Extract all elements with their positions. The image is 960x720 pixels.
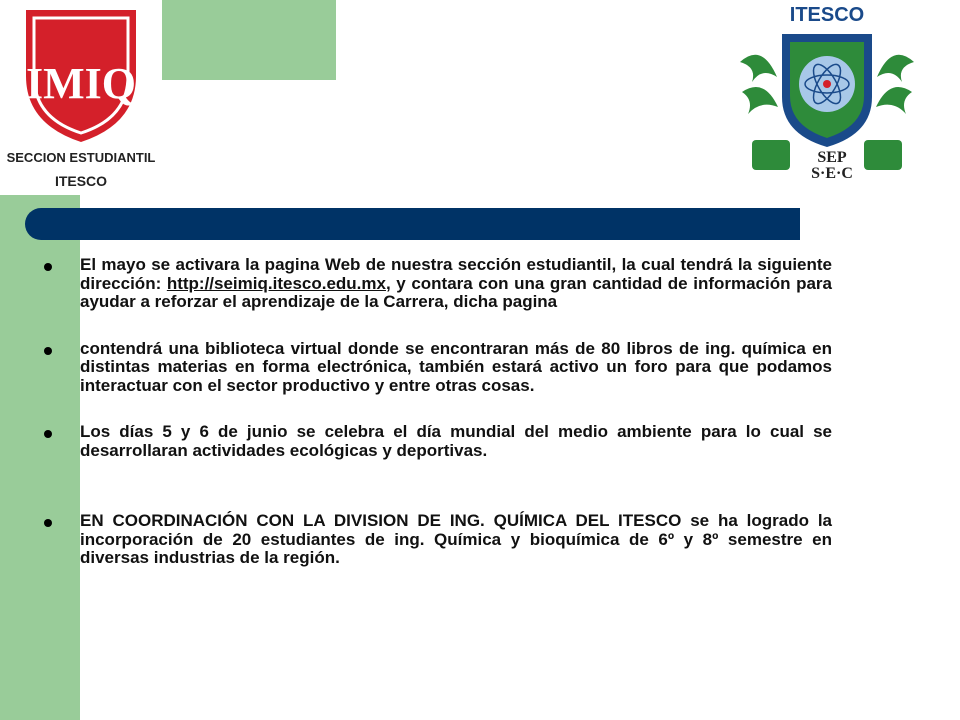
bullet-text: EN COORDINACIÓN CON LA DIVISION DE ING. QUÍMICA DEL ITESCO se ha logrado la incorporación de 20 estudiantes de ing. Química y bioquímica de 6º y 8º semestre en diversas industrias de la región.: [80, 511, 832, 567]
list-item: [44, 423, 832, 460]
itesco-title: ITESCO: [789, 4, 865, 26]
list-item: [44, 340, 832, 396]
logo-letters: IMIQ: [26, 59, 136, 108]
logo-caption-line2: ITESCO: [54, 173, 108, 189]
bullet-icon: [44, 263, 52, 271]
list-item: [44, 512, 832, 568]
bullet-icon: [44, 519, 52, 527]
logo-caption-line1: SECCION ESTUDIANTIL: [6, 150, 156, 165]
title-bar: [25, 208, 800, 240]
bullet-text: Los días 5 y 6 de junio se celebra el día mundial del medio ambiente para lo cual se desarrollaran actividades ecológicas y deportivas.: [80, 422, 832, 460]
website-link[interactable]: http://seimiq.itesco.edu.mx: [166, 273, 386, 293]
sep-label: SEP: [817, 149, 847, 166]
itesco-logo: [732, 0, 922, 190]
bullet-text: contendrá una biblioteca virtual donde se encontraran más de 80 libros de ing. química en distintas materias en forma electrónica, también estará activo un foro para que podamos interactuar con el sector productivo y entre otras cosas.: [80, 338, 832, 395]
bullet-icon: [44, 430, 52, 438]
bullet-icon: [44, 347, 52, 355]
top-green-block: [162, 0, 336, 80]
sep-sec-mark: [802, 150, 862, 182]
sec-label: S·E·C: [811, 165, 853, 182]
list-item: [44, 256, 832, 312]
imiq-logo: [0, 0, 162, 195]
bullet-list: [44, 256, 832, 568]
bullet-text: El mayo se activara la pagina Web de nuestra sección estudiantil, la cual tendrá la siguiente dirección: http://seimiq.itesco.edu.mx, y contara con una gran cantidad de información para ayudar a reforzar el aprendizaje de la Carrera, dicha pagina: [80, 255, 832, 311]
shield-icon: [22, 6, 140, 146]
